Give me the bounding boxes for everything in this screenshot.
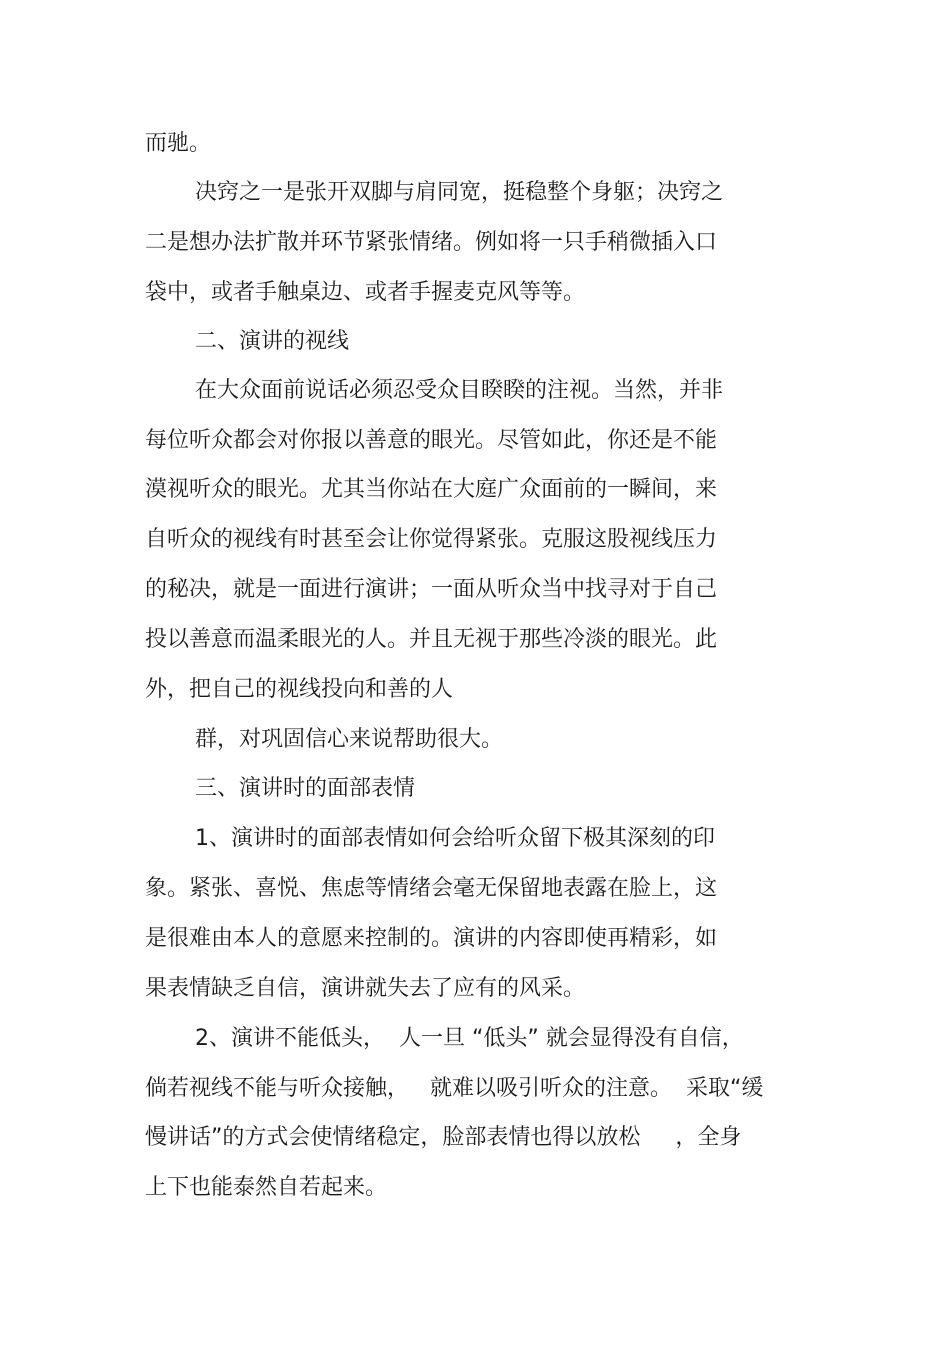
text-line: 1、演讲时的面部表情如何会给听众留下极其深刻的印 (195, 826, 715, 851)
text-line: 慢讲话”的方式会使情绪稳定，脸部表情也得以放松 ，全身 (145, 1125, 742, 1150)
text-line: 决窍之一是张开双脚与肩同宽，挺稳整个身躯；决窍之 (195, 180, 724, 205)
text-line: 投以善意而温柔眼光的人。并且无视于那些冷淡的眼光。此 (145, 627, 718, 652)
text-line: 2、演讲不能低头， 人一旦 “低头” 就会显得没有自信， (195, 1026, 744, 1051)
text-line: 袋中，或者手触桌边、或者手握麦克风等等。 (145, 280, 586, 305)
section-heading: 三、演讲时的面部表情 (195, 776, 416, 801)
text-line: 在大众面前说话必须忍受众目睽睽的注视。当然，并非 (195, 378, 724, 403)
text-line: 自听众的视线有时甚至会让你觉得紧张。克服这股视线压力 (145, 527, 718, 552)
text-line: 是很难由本人的意愿来控制的。演讲的内容即使再精彩，如 (145, 926, 718, 951)
text-line: 而驰。 (145, 131, 212, 156)
text-line: 外，把自己的视线投向和善的人 (145, 677, 454, 702)
text-line: 的秘决，就是一面进行演讲；一面从听众当中找寻对于自己 (145, 577, 718, 602)
text-line: 象。紧张、喜悦、焦虑等情绪会毫无保留地表露在脸上，这 (145, 876, 718, 901)
text-line: 倘若视线不能与听众接触， 就难以吸引听众的注意。 采取“缓 (145, 1076, 764, 1101)
text-line: 果表情缺乏自信，演讲就失去了应有的风采。 (145, 976, 586, 1001)
section-heading: 二、演讲的视线 (195, 329, 350, 354)
text-line: 每位听众都会对你报以善意的眼光。尽管如此，你还是不能 (145, 428, 718, 453)
text-line: 二是想办法扩散并环节紧张情绪。例如将一只手稍微插入口 (145, 230, 718, 255)
text-line: 群，对巩固信心来说帮助很大。 (195, 727, 504, 752)
text-line: 上下也能泰然自若起来。 (145, 1175, 388, 1200)
text-line: 漠视听众的眼光。尤其当你站在大庭广众面前的一瞬间，来 (145, 477, 718, 502)
